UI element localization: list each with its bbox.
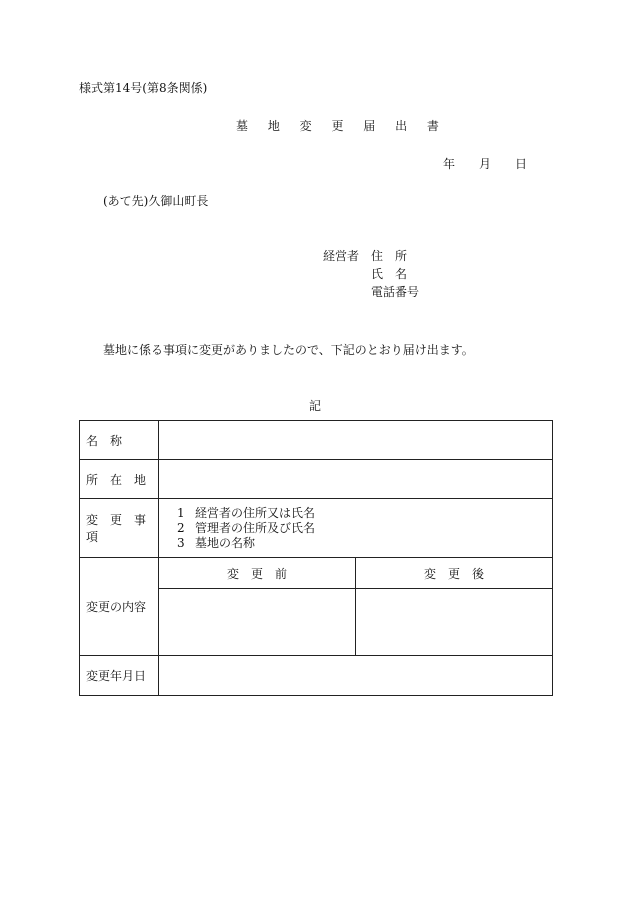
change-items-list: [159, 499, 553, 558]
day-label: 日: [515, 157, 528, 171]
month-label: 月: [479, 157, 492, 171]
before-label: 変 更 前: [226, 566, 287, 581]
before-value-cell[interactable]: [159, 589, 356, 656]
body-text: 墓地に係る事項に変更がありましたので、下記のとおり届け出ます。: [103, 343, 474, 357]
applicant-block: [323, 249, 419, 303]
change-content-label-cell: [80, 558, 159, 656]
phone-label: 電話番号: [371, 285, 420, 299]
change-content-label: 変更の内容: [86, 600, 147, 614]
name-row: [80, 421, 553, 460]
after-head-cell: [356, 558, 553, 589]
name-label: 名 称: [86, 433, 123, 448]
address-label: 住 所: [371, 249, 408, 263]
document-title: 墓 地 変 更 届 出 書: [236, 119, 447, 133]
location-label: 所 在 地: [86, 472, 147, 487]
after-value-cell[interactable]: [356, 589, 553, 656]
location-label-cell: [80, 460, 159, 499]
year-label: 年: [443, 157, 456, 171]
form-number: 様式第14号(第8条関係): [79, 81, 208, 95]
date-line: [443, 157, 527, 171]
name-value-cell[interactable]: [159, 421, 553, 460]
change-date-label: 変更年月日: [86, 669, 147, 683]
form-table: [79, 420, 553, 696]
change-items-label-cell: [80, 499, 159, 558]
name-label-cell: [80, 421, 159, 460]
addressee: (あて先)久御山町長: [103, 194, 209, 208]
change-items-label: 変 更 事 項: [86, 513, 159, 544]
before-head-cell: [159, 558, 356, 589]
change-content-head-row: [80, 558, 553, 589]
ki-heading: 記: [309, 399, 322, 413]
change-date-row: [80, 656, 553, 696]
change-item[interactable]: 2 管理者の住所及び氏名: [177, 520, 316, 535]
change-items-row: [80, 499, 553, 558]
location-row: [80, 460, 553, 499]
applicant-role: 経営者: [323, 249, 360, 263]
change-date-value-cell[interactable]: [159, 656, 553, 696]
after-label: 変 更 後: [423, 566, 484, 581]
change-item[interactable]: 1 経営者の住所又は氏名: [177, 505, 316, 520]
change-item[interactable]: 3 墓地の名称: [177, 535, 256, 550]
name-label: 氏 名: [371, 267, 408, 281]
location-value-cell[interactable]: [159, 460, 553, 499]
change-date-label-cell: [80, 656, 159, 696]
